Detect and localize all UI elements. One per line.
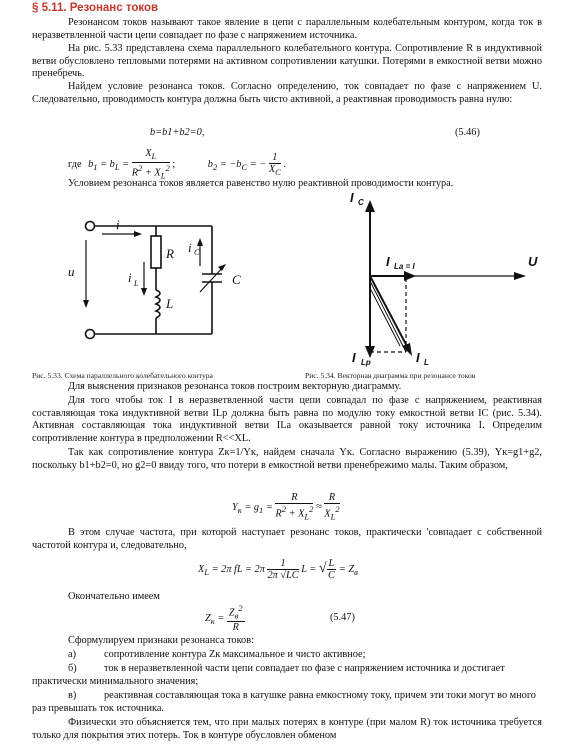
label-ilp-vector: I bbox=[352, 350, 356, 365]
arrow-i bbox=[134, 231, 142, 237]
label-u: u bbox=[68, 264, 75, 279]
figure-vector-diagram-5-34 bbox=[340, 186, 550, 368]
fraction-xc: $\frac{1}{X_C}$ bbox=[268, 151, 281, 177]
section-heading: § 5.11. Резонанс токов bbox=[32, 2, 159, 14]
paragraph-11: Физически это объясняется тем, что при малых потерях в контуре (при малом R) ток источника требуется только для покрытия этих потерь. Ток в контуре обусловлен обменом bbox=[32, 717, 542, 741]
fraction-resonance-freq: $\frac{1}{2\pi √LC}$ bbox=[267, 558, 299, 581]
paragraph-10: Сформулируем признаки резонанса токов: bbox=[68, 635, 254, 646]
list-marker-b: б) bbox=[68, 663, 77, 674]
caption-fig-5-33: Рис. 5.33. Схема параллельного колебательного контура bbox=[32, 371, 213, 380]
paragraph-3: Найдем условие резонанса токов. Согласно определению, ток совпадает по фазе с напряжением U. Следовательно, проводимость контура должна быть чисто активной, а реактивная проводимость равна нулю: bbox=[32, 81, 542, 105]
arrow-u-head bbox=[514, 272, 526, 280]
vector-il bbox=[370, 276, 410, 352]
fraction-zk: $\frac{Z_в^2}{R}$ bbox=[228, 603, 243, 634]
equation-zk: $Z_к$ = $\frac{Z_в^2}{R}$ bbox=[205, 603, 243, 634]
svg-text:L: L bbox=[424, 358, 429, 367]
label-ila-vector: I bbox=[386, 254, 390, 269]
svg-text:La = I: La = I bbox=[394, 262, 415, 271]
caption-fig-5-34: Рис. 5.34. Векторная диаграмма при резонансе токов bbox=[305, 371, 476, 380]
equation-b1-b2: где $b_1 = b_L$ = $\frac{X_L}{R^2 + X_L^2}$ ; $b_2 = -b_C$ = − $\frac{1}{X_C}$ . bbox=[68, 148, 286, 181]
list-item-a bbox=[32, 649, 542, 662]
arrow-ic bbox=[197, 238, 203, 246]
paragraph-9: Окончательно имеем bbox=[68, 591, 160, 602]
label-ic-vector: I bbox=[350, 190, 354, 205]
equation-number-5-46: (5.46) bbox=[455, 127, 480, 138]
arrow-il bbox=[141, 288, 147, 296]
label-u-vector: U bbox=[528, 254, 538, 269]
equation-yk: $Y_к = g_1$ = $\frac{R}{R^2 + X_L^2}$ ≈ $\frac{R}{X_L^2}$ bbox=[232, 492, 340, 522]
paragraph-1-text: Резонансом токов называют такое явление в цепи с параллельным колебательным контуром, когда ток в неразветвленной части цепи совпадает по фазе с напряжением источника. bbox=[32, 17, 542, 41]
label-c: C bbox=[232, 272, 241, 287]
list-text-b: ток в неразветвленной части цепи совпадает по фазе с напряжением источника и достигает практически минимального значения; bbox=[32, 663, 505, 687]
arrow-ic-head bbox=[365, 200, 375, 212]
equation-b-sum: b=b1+b2=0, bbox=[150, 127, 205, 138]
inductor-l bbox=[156, 290, 160, 318]
list-marker-c: в) bbox=[68, 690, 77, 701]
paragraph-7: Так как сопротивление контура Zк=1/Yк, найдем сначала Yк. Согласно выражению (5.39), Yк=g1+g2, поскольку b1+b2=0, но g2=0 ввиду того, что потери в емкостной ветви пренебрежимо малы. Таким образом, bbox=[32, 447, 542, 471]
list-text-c: реактивная составляющая тока в катушке равна емкостному току, причем эти токи могут во много раз превышать ток источника. bbox=[32, 690, 536, 714]
terminal-top bbox=[86, 222, 95, 231]
equation-prefix: где bbox=[68, 159, 82, 171]
svg-text:L: L bbox=[134, 279, 139, 288]
paragraph-8: В этом случае частота, при которой наступает резонанс токов, практически 'совпадает с собственной частотой контура и, следовательно, bbox=[32, 527, 542, 551]
terminal-bottom bbox=[86, 330, 95, 339]
arrow-il-head bbox=[402, 343, 412, 356]
paragraph-5: Для выяснения признаков резонанса токов построим векторную диаграмму. bbox=[68, 381, 402, 392]
equation-xl: $X_L = 2\pi$ fL = 2π $\frac{1}{2\pi √LC}$ L = √ $\frac{L}{C}$ = $Z_в$ bbox=[198, 558, 358, 581]
paragraph-2: На рис. 5.33 представлена схема параллельного колебательного контура. Сопротивление R в индуктивной ветви обусловлено тепловыми потерями на активном сопротивлении катушки. Потерями в емкостной ветви можно пренебречь. bbox=[32, 43, 542, 80]
label-il: i bbox=[128, 270, 132, 285]
label-l: L bbox=[166, 296, 174, 311]
label-il-vector: I bbox=[416, 350, 420, 365]
figure-circuit-5-33 bbox=[60, 196, 260, 346]
fraction-xl: $\frac{X_L}{R^2 + X_L^2}$ bbox=[131, 148, 170, 181]
list-item-c bbox=[32, 690, 542, 715]
equation-number-5-47: (5.47) bbox=[330, 612, 355, 623]
paragraph-6: Для того чтобы ток I в неразветвленной части цепи совпадал по фазе с напряжением, реактивная составляющая тока индуктивной ветви ILр должна быть равна по модулю току емкостной ветви IC (рис. 5.34). Активная составляющая тока индуктивной ветви ILа оказывается равной току источника I. Определим сопротивление контура в предположении R<<XL. bbox=[32, 395, 542, 444]
resistor-r bbox=[151, 236, 161, 268]
paragraph-1 bbox=[32, 17, 542, 42]
arrow-u bbox=[83, 300, 89, 308]
list-item-b bbox=[32, 663, 542, 688]
label-ic: i bbox=[188, 240, 192, 255]
list-marker-a: а) bbox=[68, 649, 76, 660]
svg-text:C: C bbox=[194, 248, 200, 257]
svg-text:C: C bbox=[358, 198, 364, 207]
list-text-a: сопротивление контура Zк максимальное и чисто активное; bbox=[104, 649, 366, 660]
fraction-r-over-xl: $\frac{R}{X_L^2}$ bbox=[324, 492, 340, 522]
label-r: R bbox=[166, 246, 174, 261]
svg-text:Lp: Lp bbox=[361, 358, 371, 367]
label-i: i bbox=[116, 217, 120, 232]
arrow-ila-head bbox=[404, 271, 416, 281]
fraction-r-over: $\frac{R}{R^2 + X_L^2}$ bbox=[275, 492, 314, 522]
paragraph-4: Условием резонанса токов является равенство нулю реактивной проводимости контура. bbox=[68, 178, 454, 189]
